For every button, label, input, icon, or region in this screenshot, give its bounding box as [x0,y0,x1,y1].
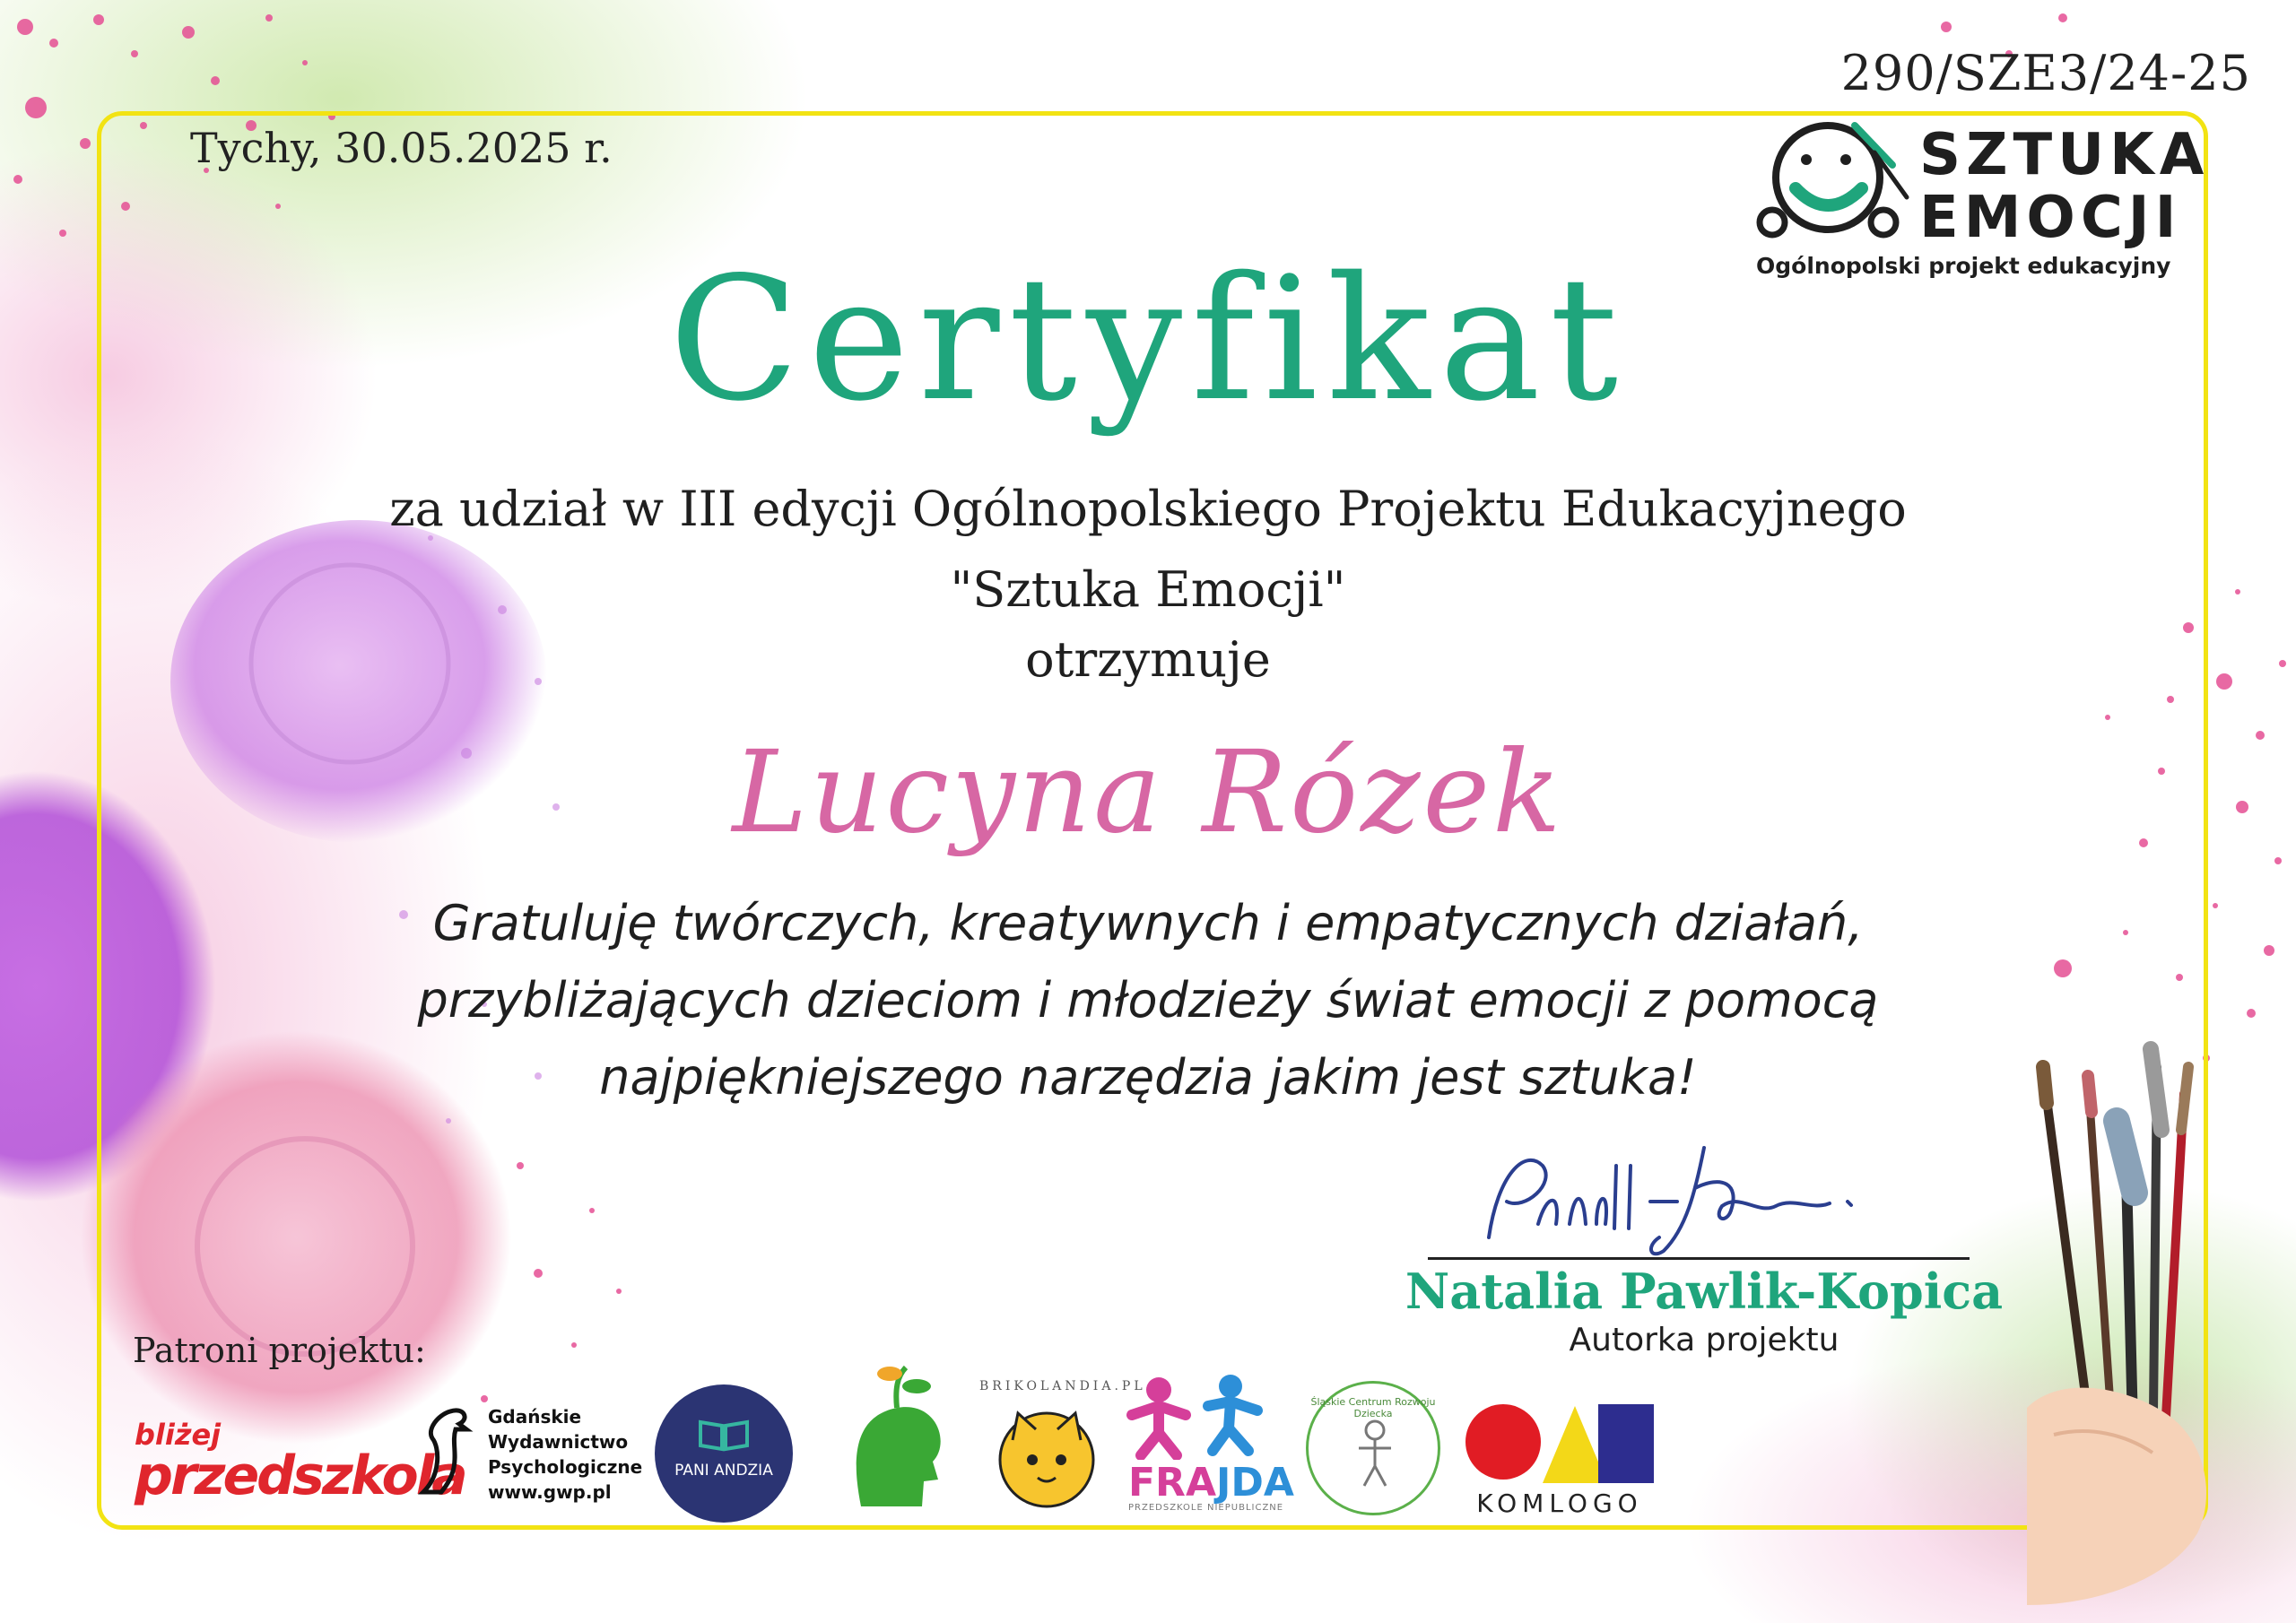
recipient-name: Lucyna Rózek [732,726,1564,858]
shapes-icon [1464,1401,1656,1487]
bird-icon [414,1402,477,1501]
book-icon [697,1417,751,1453]
place-date: Tychy, 30.05.2025 r. [190,124,613,172]
paintbrushes-hand-illustration [1991,1031,2296,1623]
patron-pani-andzia-logo: PANI ANDZIA [655,1384,793,1523]
signature-line [1428,1257,1970,1260]
cat-icon [993,1404,1100,1512]
certificate-title: Certyfikat [668,240,1628,438]
author-role: Autorka projektu [1569,1322,1839,1358]
certificate-number: 290/SZE3/24-25 [1840,45,2251,101]
logo-name: SZTUKA EMOCJI [1919,122,2210,251]
patron-frajda-logo: FRAJDA PRZEDSZKOLE NIEPUBLICZNE [1123,1370,1284,1523]
logo-tagline: Ogólnopolski projekt edukacyjny [1756,253,2171,279]
patron-slaskie-centrum-logo: Śląskie Centrum Rozwoju Dziecka [1306,1381,1440,1515]
signature [1471,1139,1883,1264]
patron-gwp-logo: Gdańskie Wydawnictwo Psychologiczne www.gwp.pl [414,1399,657,1506]
patron-blizej-przedszkola-logo: bliżej przedszkola [135,1418,465,1507]
patrons-label: Patroni projektu: [133,1331,426,1370]
patron-head-sprout-logo [834,1354,960,1515]
subtitle-line-3: otrzymuje [1025,631,1271,688]
patron-komlogo-logo: KOMLOGO [1464,1401,1656,1517]
author-name: Natalia Pawlik-Kopica [1405,1263,2004,1320]
message-line-3: najpiękniejszego narzędzia jakim jest sztuka! [599,1049,1697,1106]
frajda-name: FRAJDA [1128,1460,1294,1506]
child-figure-icon [1348,1418,1402,1489]
subtitle-line-1: za udział w III edycji Ogólnopolskiego Projektu Edukacyjnego [389,481,1907,537]
patron-brikolandia-logo: BRIKOLANDIA.PL [979,1372,1114,1524]
subtitle-line-2: "Sztuka Emocji" [950,561,1346,618]
message-line-2: przybliżających dzieciom i młodzieży świat emocji z pomocą [417,972,1879,1028]
message-line-1: Gratuluję twórczych, kreatywnych i empatycznych działań, [432,895,1864,951]
smiley-face-icon [1749,117,1919,251]
children-figures-icon [1123,1370,1275,1460]
